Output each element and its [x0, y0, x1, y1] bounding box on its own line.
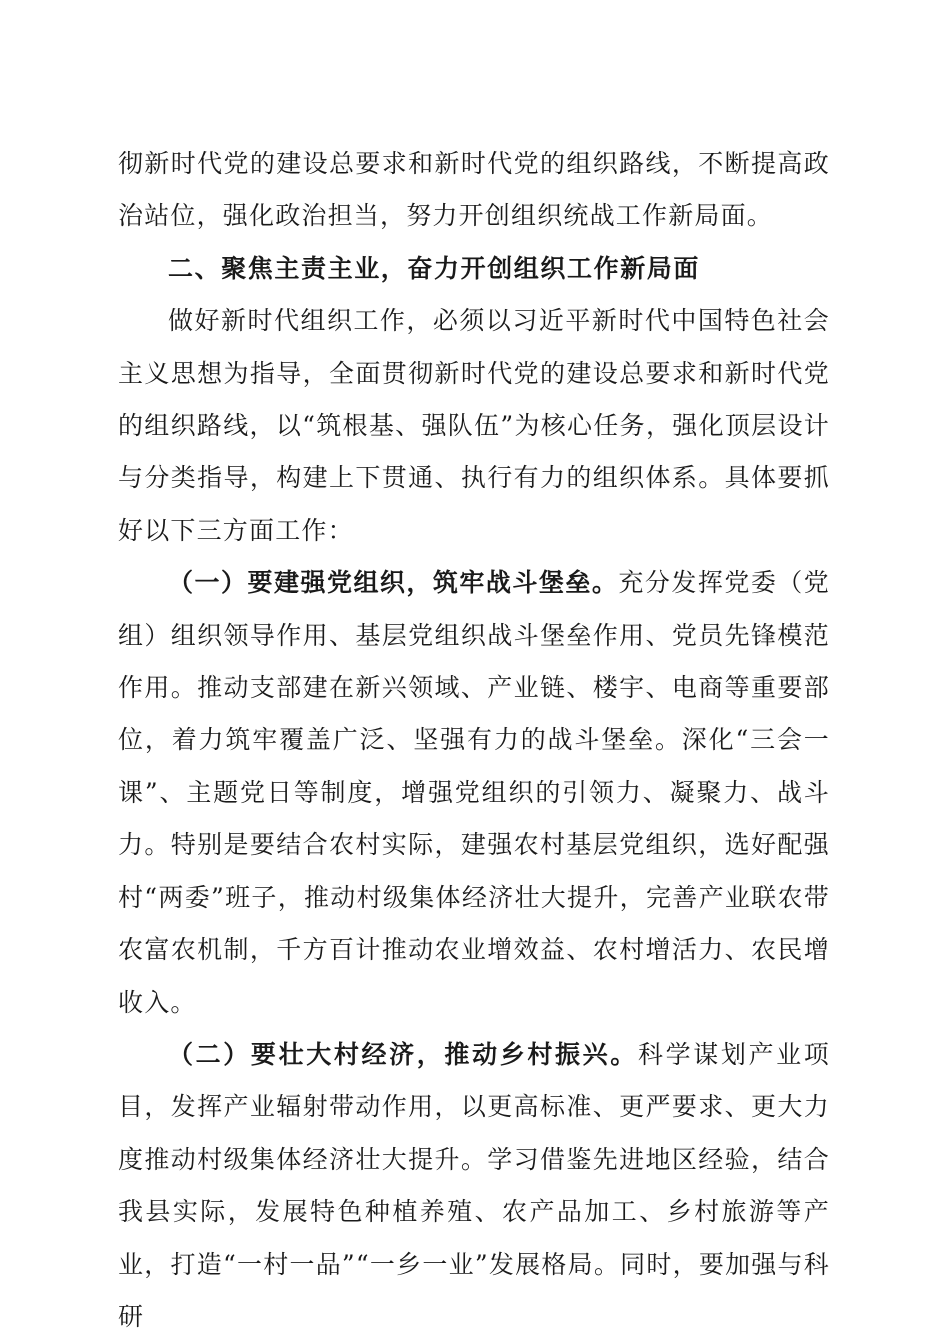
section-heading: 二、聚焦主责主业，奋力开创组织工作新局面 [168, 253, 701, 283]
item-1-heading: （一）要建强党组织，筑牢战斗堡垒。 [168, 568, 619, 598]
item-2-heading: （二）要壮大村经济，推动乡村振兴。 [168, 1039, 638, 1069]
intro-paragraph: 做好新时代组织工作，必须以习近平新时代中国特色社会主义思想为指导，全面贯彻新时代党的建设总要求和新时代党的组织路线，以“筑根基、强队伍”为核心任务，强化顶层设计与分类指导，构建上下贯通、执行有力的组织体系。具体要抓好以下三方面工作： [118, 306, 830, 545]
item-2-body: 科学谋划产业项目，发挥产业辐射带动作用，以更高标准、更严要求、更大力度推动村级集体经济壮大提升。学习借鉴先进地区经验，结合我县实际，发展特色种植养殖、农产品加工、乡村旅游等产业，打造“一村一品”“一乡一业”发展格局。同时，要加强与科研 [118, 1039, 830, 1331]
document-body [118, 138, 830, 1343]
item-1-paragraph [118, 557, 830, 1029]
item-2-paragraph [118, 1029, 830, 1343]
continuation-paragraph: 彻新时代党的建设总要求和新时代党的组织路线，不断提高政治站位，强化政治担当，努力开创组织统战工作新局面。 [118, 149, 830, 231]
item-1-body: 充分发挥党委（党组）组织领导作用、基层党组织战斗堡垒作用、党员先锋模范作用。推动支部建在新兴领域、产业链、楼宇、电商等重要部位，着力筑牢覆盖广泛、坚强有力的战斗堡垒。深化“三会一课”、主题党日等制度，增强党组织的引领力、凝聚力、战斗力。特别是要结合农村实际，建强农村基层党组织，选好配强村“两委”班子，推动村级集体经济壮大提升，完善产业联农带农富农机制，千方百计推动农业增效益、农村增活力、农民增收入。 [118, 568, 830, 1017]
